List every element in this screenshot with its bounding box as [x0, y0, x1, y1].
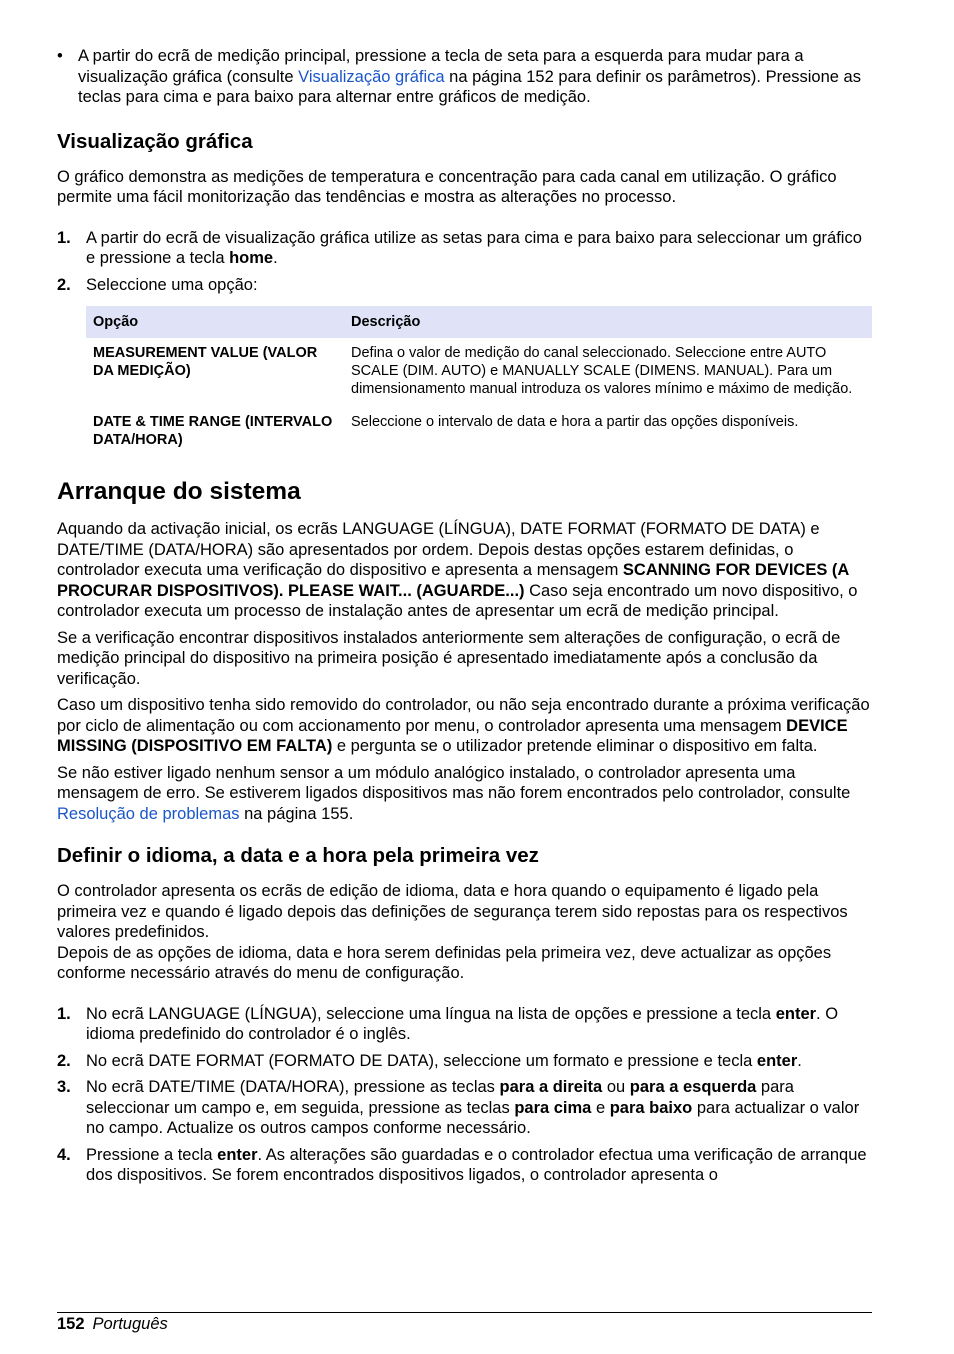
page-content [57, 46, 872, 1186]
lang-step-4 [57, 1145, 872, 1186]
option-measurement-value: MEASUREMENT VALUE (VALOR DA MEDIÇÃO) [93, 345, 318, 379]
step-number: 2. [57, 275, 71, 294]
header-option: Opção [86, 306, 344, 338]
enter-key: enter [756, 1051, 798, 1070]
step-text-end: . [273, 249, 278, 267]
step-number: 1. [57, 1004, 71, 1023]
device-missing-message: DEVICE MISSING (DISPOSITIVO EM FALTA) [57, 716, 848, 755]
step-text-end: . O idioma predefinido do controlador é o inglês. [86, 1004, 839, 1043]
step-number: 1. [57, 228, 71, 247]
lang-step-2 [57, 1051, 872, 1072]
table-row [86, 403, 872, 454]
graph-step-2 [57, 275, 872, 296]
enter-key: enter [217, 1145, 258, 1164]
step-text-end: . [797, 1051, 802, 1070]
startup-para-3 [57, 695, 872, 757]
step-text-end: . As alterações são guardadas e o controlador efectua uma verificação de arranque dos dispositivos. Se forem encontrados dispositivos ligados, o controlador apresenta o [86, 1145, 867, 1184]
intro-text-a: A partir do ecrã de medição principal, pressione a tecla de seta para a esquerda para mudar para a visualização gráfica (consulte [78, 47, 804, 86]
startup-para-1 [57, 519, 872, 622]
graph-section-title: Visualização gráfica [57, 129, 253, 153]
desc-measurement-value: Defina o valor de medição do canal seleccionado. Seleccione entre AUTO SCALE (DIM. AUTO) e MANUALLY SCALE (DIMENS. MANUAL). Para um dimensionamento manual introduza os valores mínimo e máximo de medição. [351, 345, 853, 397]
header-description: Descrição [344, 306, 872, 338]
option-date-time-range: DATE & TIME RANGE (INTERVALO DATA/HORA) [93, 414, 333, 448]
lang-section-para-2: Depois de as opções de idioma, data e hora serem definidas pela primeira vez, deve actualizar as opções conforme necessário através do menu de configuração. [57, 943, 832, 982]
step-text: Pressione a tecla [86, 1145, 218, 1164]
desc-date-time-range: Seleccione o intervalo de data e hora a partir das opções disponíveis. [351, 414, 799, 430]
graph-view-link[interactable]: Visualização gráfica [298, 67, 445, 86]
startup-p4-b: na página 155. [239, 804, 354, 823]
step-text: Seleccione uma opção: [86, 275, 258, 294]
step-text: ou [602, 1078, 630, 1096]
table-row [86, 338, 872, 403]
lang-section-title: Definir o idioma, a data e a hora pela primeira vez [57, 844, 539, 867]
graph-steps [57, 228, 872, 296]
bullet-dot: • [57, 47, 63, 65]
up-key: para cima [514, 1098, 592, 1117]
lang-steps [57, 1004, 872, 1186]
right-key: para a direita [499, 1078, 603, 1096]
step-number: 3. [57, 1078, 71, 1096]
home-key: home [229, 249, 274, 267]
page-footer [57, 1312, 872, 1335]
step-text-end: para actualizar o valor no campo. Actualize os outros campos conforme necessário. [86, 1098, 860, 1137]
intro-text-b: na página 152 para definir os parâmetros). Pressione as teclas para cima e para baixo para alternar entre gráficos de medição. [78, 67, 861, 106]
step-text: para seleccionar um campo e, em seguida, pressione as teclas [86, 1078, 794, 1117]
step-text: e [591, 1098, 610, 1117]
enter-key: enter [775, 1004, 817, 1023]
options-table [86, 306, 872, 454]
step-text: A partir do ecrã de visualização gráfica utilize as setas para cima e para baixo para seleccionar um gráfico e pressione a tecla [86, 228, 862, 267]
intro-bullet [57, 46, 872, 108]
page-number: 152 [57, 1315, 85, 1333]
startup-para-2: Se a verificação encontrar dispositivos instalados anteriormente sem alterações de configuração, o ecrã de medição principal do dispositivo na primeira posição é apresentado imediatamente após a conclusão da verificação. [57, 628, 841, 688]
down-key: para baixo [609, 1098, 693, 1117]
footer-language: Português [92, 1315, 168, 1333]
startup-p4-a: Se não estiver ligado nenhum sensor a um módulo analógico instalado, o controlador apresenta uma mensagem de erro. Se estiverem ligados dispositivos mas não forem encontrados pelo controlador, consulte [57, 763, 851, 802]
table-header-row [86, 306, 872, 338]
step-text: No ecrã LANGUAGE (LÍNGUA), seleccione uma língua na lista de opções e pressione a tecla [86, 1004, 776, 1023]
lang-step-3 [57, 1077, 872, 1139]
scanning-message: SCANNING FOR DEVICES (A PROCURAR DISPOSITIVOS). PLEASE WAIT... (AGUARDE...) [57, 561, 849, 600]
startup-para-4 [57, 763, 872, 825]
startup-title: Arranque do sistema [57, 478, 301, 505]
step-text: No ecrã DATE/TIME (DATA/HORA), pressione as teclas [86, 1078, 500, 1096]
startup-p3-b: e pergunta se o utilizador pretende eliminar o dispositivo em falta. [332, 737, 818, 755]
lang-step-1 [57, 1004, 872, 1045]
graph-step-1 [57, 228, 872, 269]
left-key: para a esquerda [629, 1078, 757, 1096]
graph-section-para: O gráfico demonstra as medições de temperatura e concentração para cada canal em utilização. O gráfico permite uma fácil monitorização das tendências e mostra as alterações no processo. [57, 167, 837, 206]
step-number: 2. [57, 1051, 71, 1070]
startup-p3-a: Caso um dispositivo tenha sido removido do controlador, ou não seja encontrado durante a próxima verificação por ciclo de alimentação ou com accionamento por menu, o controlador apresenta uma mensagem [57, 696, 870, 735]
lang-section-para-1: O controlador apresenta os ecrãs de edição de idioma, data e hora quando o equipamento é ligado pela primeira vez e quando é ligado depois das definições de segurança terem sido repostas para os respectivos valores predefinidos. [57, 882, 848, 941]
step-text: No ecrã DATE FORMAT (FORMATO DE DATA), seleccione um formato e pressione e tecla [86, 1051, 757, 1070]
startup-p1-b: Caso seja encontrado um novo dispositivo, o controlador executa um processo de instalação antes de apresentar um ecrã de medição principal. [57, 581, 858, 620]
troubleshooting-link[interactable]: Resolução de problemas [57, 804, 240, 823]
step-number: 4. [57, 1145, 71, 1164]
startup-p1-a: Aquando da activação inicial, os ecrãs LANGUAGE (LÍNGUA), DATE FORMAT (FORMATO DE DATA) e DATE/TIME (DATA/HORA) são apresentados por ordem. Depois destas opções estarem definidas, o controlador executa uma verificação do dispositivo e apresenta a mensagem [57, 520, 820, 579]
